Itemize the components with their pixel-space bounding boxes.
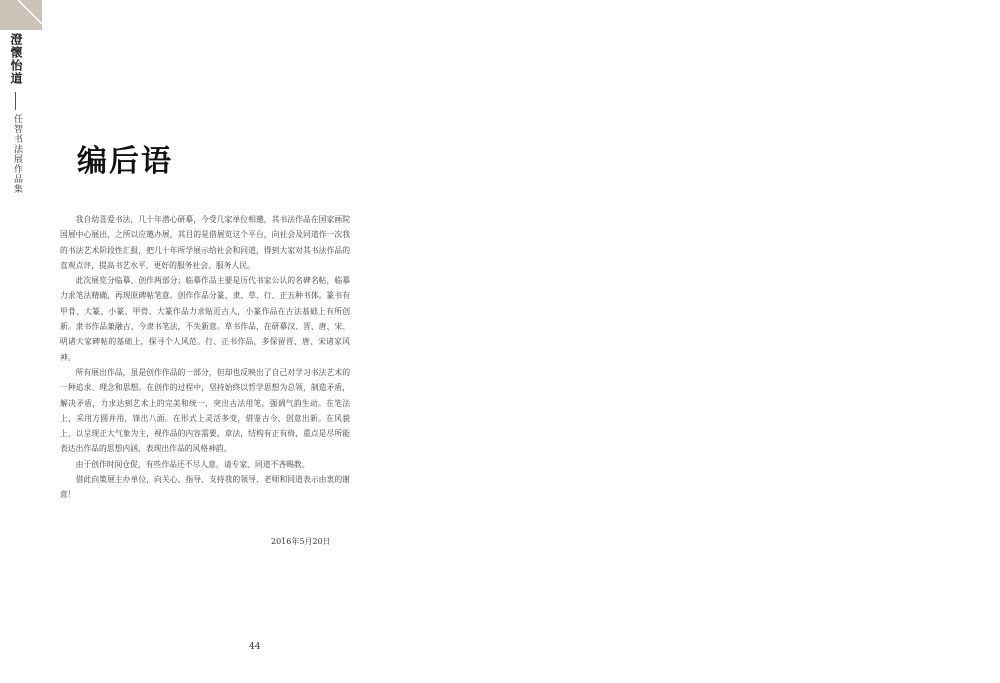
page-number: 44 [249, 642, 261, 652]
corner-fold-decoration [0, 0, 42, 30]
blank-facing-page [500, 0, 1000, 683]
paragraph: 所有展出作品，虽是创作作品的一部分，但却也反映出了自己对学习书法艺术的一种追求、理念和思想。在创作的过程中，坚持始终以哲学思想为总领，制造矛盾，解决矛盾，力求达到艺术上的完美和统一，突出古法用笔，强调气韵生动。在笔法上，采用方圆并用，锋出八面。在形式上灵活多变，借鉴古今，创意出新。在风貌上，以呈现正大气象为主，视作品的内容需要，章法，结构有正有倚，重点是尽所能表达出作品的思想内涵，表现出作品的风格神韵。 [60, 367, 350, 454]
paragraph: 借此向策展主办单位，向关心、指导、支持我的领导、老师和同道表示由衷的谢意！ [60, 475, 350, 500]
paragraph: 由于创作时间仓促，有些作品还不尽人意，请专家、同道不吝赐教。 [75, 459, 310, 469]
sidebar-book-title: 澄懷怡道 [9, 33, 23, 85]
paragraph: 我自幼喜爱书法，几十年潜心研摹，今受几家单位相邀，其书法作品在国家画院国展中心展出，之所以应邀办展，其目的是借展览这个平台，向社会及同道作一次我的书法艺术阶段性汇报，把几十年所学展示给社会和同道，得到大家对其书法作品的直观点评，提高书艺水平，更好的服务社会、服务人民。 [60, 215, 350, 270]
paragraph: 此次展览分临摹、创作两部分；临摹作品主要是历代书家公认的名碑名帖，临摹力求笔法精确，再现原碑帖笔意。创作作品分篆、隶、草、行、正五种书体。篆书有甲骨、大篆、小篆、甲骨、大篆作品力求贴近古人，小篆作品在古法基础上有所创新。隶书作品兼融古、今隶书笔法，不失新意。草书作品，在研摹汉、晋、唐、宋、明诸大家碑帖的基础上，探寻个人风范。行、正书作品，多保留晋、唐、宋诸家风神。 [60, 276, 350, 362]
afterword-body [60, 212, 350, 503]
corner-tab [0, 0, 42, 30]
sidebar-divider [15, 92, 16, 110]
signature-date: 2016年5月20日 [271, 537, 331, 546]
page-title: 编后语 [77, 144, 173, 179]
sidebar-book-subtitle: 任智书法展作品集 [12, 114, 22, 194]
